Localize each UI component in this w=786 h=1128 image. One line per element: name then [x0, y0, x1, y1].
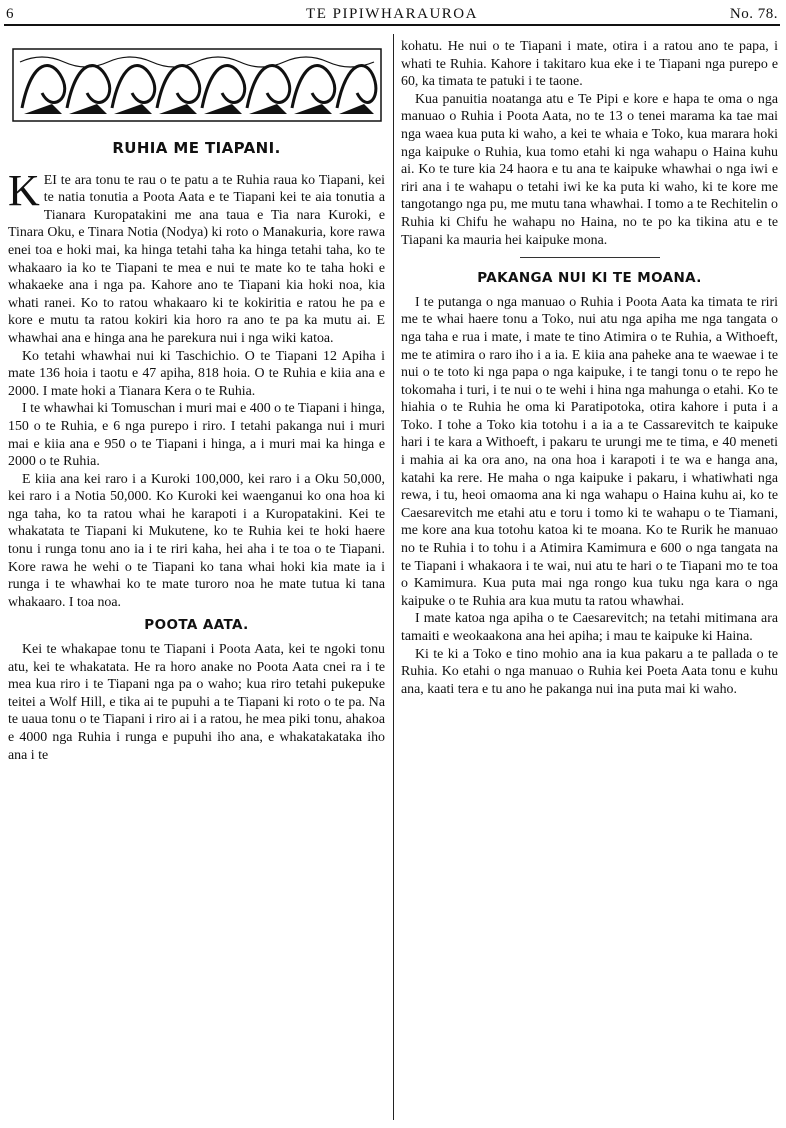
right-column — [401, 38, 778, 1122]
article-paragraph: Kua panuitia noatanga atu e Te Pipi e kore e hapa te oma o nga manuao o Ruhia i Poota Aata, no te 13 o tenei marama ka tae mai nga waea kua puta ki waho, a kei te whaia e Toko, kua marara hoki nga kaipuke o Ruhia, kua tomo etahi ki nga wahapu o Haina kuhu ai. Ko te ture kia 24 haora e tu ana te kaipuke whawhai o nga iwi e riri ana i te wahapu o tetahi iwi ke ka puta ki waho, ki te kore me tangotango nga pu, me mutu tana whawhai. I tomo a te Rechitelin o Ruhia ki Chifu he wahapu no Haina, no te po ka tikina atu e te Tiapani ka mauria hei kaipuke mona. — [401, 91, 778, 248]
left-column — [8, 40, 385, 1122]
article-paragraph: kohatu. He nui o te Tiapani i mate, otira i a ratou ano te papa, i whati te Ruhia. Kahore i takitaro kua eke i te Tiapani nga purepo e 60, ka timata te patuki i te taone. — [401, 39, 778, 90]
article-paragraph: I mate katoa nga apiha o te Caesarevitch; na tetahi mitimana ara tamaiti e weokaakona ana hei apiha; i mau te kaipuke ki Haina. — [401, 611, 778, 644]
publication-title: TE PIPIWHARAUROA — [306, 6, 478, 22]
drop-cap: K — [8, 165, 40, 215]
page-number: 6 — [6, 6, 14, 22]
headline-russia-japan: RUHIA ME TIAPANI. — [112, 139, 281, 157]
article-paragraph: E kiia ana kei raro i a Kuroki 100,000, kei raro i a Oku 50,000, kei raro i a Notia 50,000. Ko Kuroki kei waenganui ko ona hoa ki nga taha, ko ta ratou whai he karapoti i a Kuropatakini. Kei te whakatata te Tiapani ki Mukutene, ko te Ruhia kei te hoki haere tonu i runga tonu ano ia i te riri kaha, hei aha i te toa o te Tiapani. Kore rawa he wehi o te Tiapani ko tana whai hoki kia mate ia i runga i te whawhai ko te mate turoro noa he mate tutua ki tana whakaaro. I toa noa. — [8, 471, 385, 610]
issue-number: No. 78. — [729, 6, 778, 22]
page-header — [4, 2, 780, 26]
section-rule — [520, 257, 660, 258]
article-paragraph: I te putanga o nga manuao o Ruhia i Poota Aata ka timata te riri me te whai haere tonu a Toko, nui atu nga apiha me nga tangata o nga taha e rua i mate, i mate te tino Atimira o te Ruhia, a Withoeft, me te atimira o raro iho i a ia. E kiia ana paheke ana te waewae i te nui o te toto ki nga papa o nga kaipuke, i te tangi tonu o te repo he tokomaha i turi, i te nui o te wehi i hina nga mahunga o etahi. Ko te hiahia o te Ruhia he oma ki Paratipotoka, otira kahore i puta i a Toko. I tohe a Toko kia totohu i a ia a te Cassarevitch te kaipuke hari i te kara a Withoeft, i pakaru te urungi me te tima, e 40 meneti i mahia ai ka ora ano, na ona hoa i karapoti i te wa e hanga ana, katahi ka rere. He maha o nga kaipuke i pakaru, i whatiwhati nga rewa, i tu, heoi omaoma ana ki nga wahapu o Haina kuhu ai, ko te Caesarevitch me etahi atu e toru i tomo ki te wahapu o te Tiamani, me kore ana kua totohu katoa ki te moana. Ko te Rurik he manuao no te Ruhia i to tohu i a Atimira Kamimura e 600 o nga tangata na te Tiapani i whakaora i te wai, nui atu te hari o te Tiapani mo te toa o Kamimura. Kua puta mai nga rongo kua tuku nga kara o nga kaipuke o te Ruhia ara kua mutu ta ratou whawhai. — [401, 294, 778, 609]
article-paragraph: Kei te whakapae tonu te Tiapani i Poota Aata, kei te ngoki tonu atu, kei te whakatata. He ra horo anake no Poota Aata cnei ra i te mea kua riro i te Tiapani nga pa o waho; kua riro tetahi pukepuke teitei a Wolf Hill, e tika ai te pupuhi a te Tiapani ki roto o te pa. Na te uaua tonu o te Tiapani i riro ai i a ratou, he mea piki tonu, ahakoa e 4000 nga Ruhia i runga e pupuhi iho ana, e whakatakataka iho ana i te — [8, 642, 385, 763]
decorative-ornament-band — [12, 48, 382, 122]
subheading-naval-battle: PAKANGA NUI KI TE MOANA. — [477, 270, 702, 287]
article-paragraph: I te whawhai ki Tomuschan i muri mai e 400 o te Tiapani i hinga, 150 o te Ruhia, e 6 nga purepo i riro. I tetahi pakanga nui i muri mai e kiia ana e 950 o te Tiapani i hinga, a i muri mai ka hinga e 2000 o te Ruhia. — [8, 401, 385, 470]
article-paragraph: KEI te ara tonu te rau o te patu a te Ruhia raua ko Tiapani, kei te natia tonutia a Poota Aata e te Tiapani kei te aia tonutia a Tianara Kuropatakini me ana taua e Tia nara Kuroki, e Tinara Oku, e Tinara Notia (Nodya) ki roto o Manakuria, kore rawa enei toa e hoki mai, ka hinga tetahi taha ka hinga tetahi taha, ko te whakaaro ia ko te Tiapani te mea e nui te mate ko te taha hoki e whakaeke ana i nga pa. Kahore ano te Tiapani kia hoki noa, kia whati ranei. Ko to ratou whakaaro ki te kokiritia e ratou he pa e kore e mutu ta ratou kokiri kia horo ra ano te pa ka mutu ai. E whawhai ana e hinga ana he parekura nui i nga wiki katoa. — [8, 165, 385, 346]
article-paragraph: Ko tetahi whawhai nui ki Taschichio. O te Tiapani 12 Apiha i mate 136 hoia i taotu e 47 apiha, 818 hoia. O te Ruhia e kiia ana e 2000. I mate hoki a Tianara Kera o te Ruhia. — [8, 348, 385, 399]
column-divider — [393, 34, 394, 1120]
subheading-port-arthur: POOTA AATA. — [144, 617, 249, 634]
article-paragraph: Ki te ki a Toko e tino mohio ana ia kua pakaru a te pallada o te Ruhia. Ko etahi o nga manuao o Ruhia kei Poeta Aata tonu e kuhu ana, kaati tera e tu ano he pakanga nui ina puta mai ki waho. — [401, 646, 778, 697]
